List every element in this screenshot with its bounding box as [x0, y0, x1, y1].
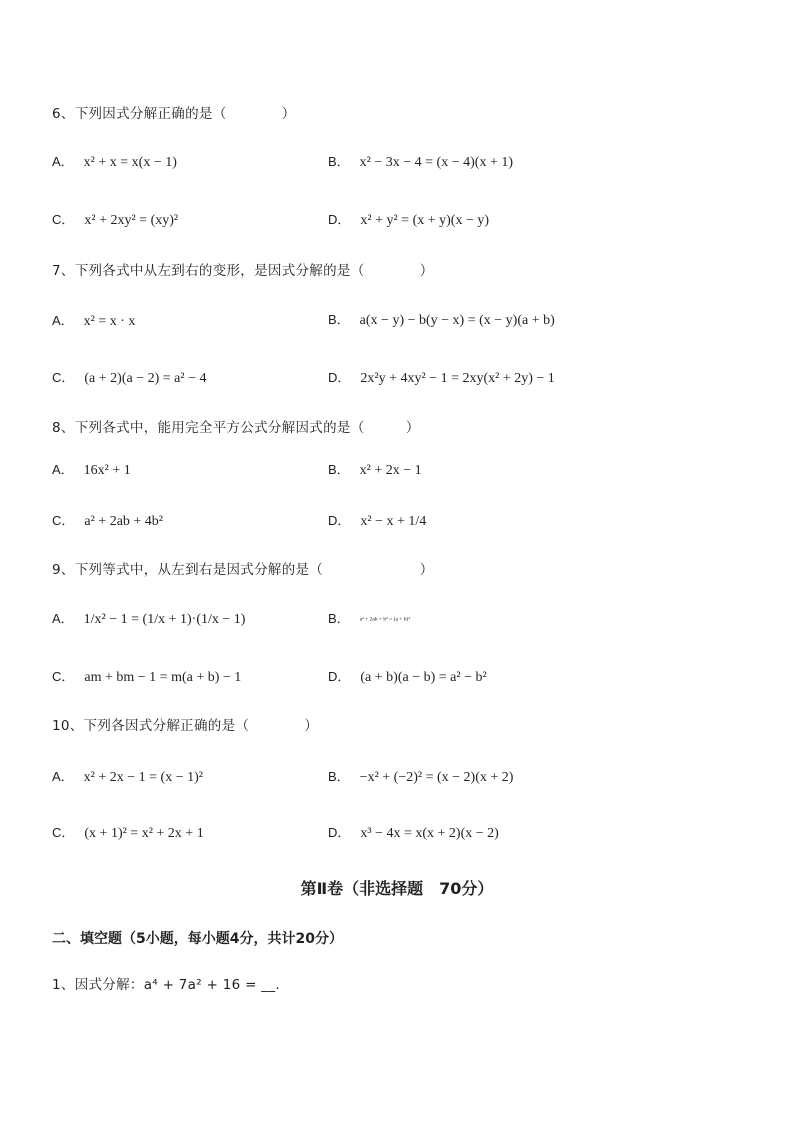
question-6-option-c	[52, 209, 178, 229]
question-8-option-b	[328, 459, 422, 479]
question-8-option-d	[328, 510, 426, 530]
option-label: A．	[52, 154, 74, 169]
question-8-option-c	[52, 510, 163, 530]
option-expression: x² + y² = (x + y)(x − y)	[360, 213, 490, 228]
option-expression: 16x² + 1	[83, 463, 131, 478]
option-expression: am + bm − 1 = m(a + b) − 1	[84, 670, 242, 685]
option-expression: x² + 2x − 1	[359, 463, 422, 478]
option-expression: x² = x · x	[83, 314, 136, 329]
option-label: C．	[52, 825, 75, 840]
question-6-option-a	[52, 151, 177, 171]
question-8-stem: 8、下列各式中，能用完全平方公式分解因式的是（ ）	[52, 420, 420, 436]
option-label: C．	[52, 212, 75, 227]
option-label: D．	[328, 669, 351, 684]
option-label: C．	[52, 513, 75, 528]
question-7-option-b	[328, 309, 555, 329]
option-expression: x³ − 4x = x(x + 2)(x − 2)	[360, 826, 499, 841]
option-label: D．	[328, 825, 351, 840]
question-9-option-b	[328, 608, 410, 627]
question-9-option-d	[328, 666, 487, 686]
question-7-option-c	[52, 367, 206, 387]
option-label: D．	[328, 513, 351, 528]
option-label: C．	[52, 370, 75, 385]
option-label: B．	[328, 769, 350, 784]
section-2-heading: 二、填空题（5小题，每小题4分，共计20分）	[52, 931, 343, 947]
question-10-option-d	[328, 822, 499, 842]
question-10-option-a	[52, 766, 203, 786]
option-label: A．	[52, 462, 74, 477]
question-6-option-b	[328, 151, 513, 171]
option-expression: a² + 2ab + 4b²	[84, 514, 164, 529]
question-7-stem: 7、下列各式中从左到右的变形，是因式分解的是（ ）	[52, 263, 434, 279]
option-expression: (a + b)(a − b) = a² − b²	[360, 670, 487, 685]
question-6-option-d	[328, 209, 489, 229]
option-expression: x² + 2x − 1 = (x − 1)²	[83, 770, 203, 785]
question-8-option-a	[52, 459, 131, 479]
option-expression: (x + 1)² = x² + 2x + 1	[84, 826, 204, 841]
question-10-option-c	[52, 822, 204, 842]
option-label: D．	[328, 212, 351, 227]
part-2-title: 第Ⅱ卷（非选择题 70分）	[300, 879, 494, 898]
question-10-option-b	[328, 766, 513, 786]
option-label: B．	[328, 462, 350, 477]
option-expression: x² + 2xy² = (xy)²	[84, 213, 179, 228]
option-expression: a(x − y) − b(y − x) = (x − y)(a + b)	[359, 313, 555, 328]
option-expression: x² + x = x(x − 1)	[83, 155, 177, 170]
option-label: A．	[52, 769, 74, 784]
option-expression: x² − 3x − 4 = (x − 4)(x + 1)	[359, 155, 513, 170]
option-label: D．	[328, 370, 351, 385]
option-expression: x² − x + 1/4	[360, 514, 427, 529]
option-label: B．	[328, 154, 350, 169]
option-label: B．	[328, 611, 350, 626]
option-label: B．	[328, 312, 350, 327]
question-6-stem: 6、下列因式分解正确的是（ ）	[52, 106, 296, 122]
option-label: C．	[52, 669, 75, 684]
question-7-option-d	[328, 367, 555, 387]
option-expression: a² + 2ab + b² = (a + b)²	[359, 616, 411, 623]
fill-question-1: 1、因式分解：a⁴ + 7a² + 16 = __.	[52, 977, 280, 993]
question-7-option-a	[52, 310, 135, 330]
option-expression: −x² + (−2)² = (x − 2)(x + 2)	[359, 770, 514, 785]
option-label: A．	[52, 313, 74, 328]
option-expression: (a + 2)(a − 2) = a² − 4	[84, 371, 207, 386]
question-9-stem: 9、下列等式中，从左到右是因式分解的是（ ）	[52, 562, 434, 578]
question-10-stem: 10、下列各因式分解正确的是（ ）	[52, 718, 319, 734]
question-9-option-a	[52, 608, 245, 628]
option-expression: 2x²y + 4xy² − 1 = 2xy(x² + 2y) − 1	[360, 371, 555, 386]
option-expression: 1/x² − 1 = (1/x + 1)·(1/x − 1)	[83, 612, 246, 627]
question-9-option-c	[52, 666, 241, 686]
option-label: A．	[52, 611, 74, 626]
